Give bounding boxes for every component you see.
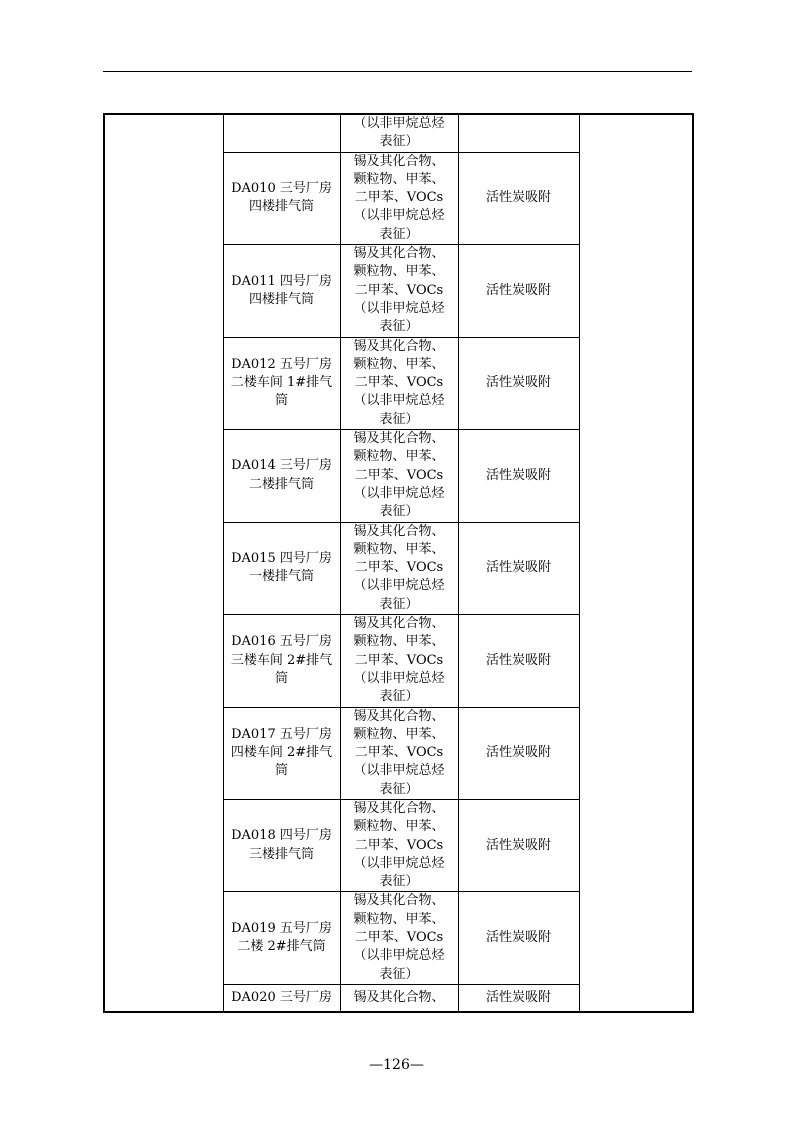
- emission-table: [103, 113, 694, 1013]
- pollutant-cell: [340, 707, 458, 799]
- pollutant-line: 二甲苯、VOCs: [354, 837, 444, 853]
- header-rule: [103, 71, 692, 72]
- pollutant-line: （以非甲烷总烃: [353, 208, 445, 224]
- pollutant-line: 锡及其化合物、: [353, 523, 445, 539]
- pollutant-cell: [340, 984, 458, 1012]
- pollutant-line: 表征）: [379, 319, 419, 335]
- treatment-measure-text: 活性炭吸附: [485, 990, 551, 1006]
- pollutant-line: 表征）: [379, 596, 419, 612]
- treatment-measure-text: 活性炭吸附: [485, 745, 551, 761]
- pollutant-line: 表征）: [379, 689, 419, 705]
- treatment-measure-cell: [458, 522, 579, 614]
- emission-source-line: 四楼排气筒: [248, 199, 314, 215]
- pollutant-line: 表征）: [379, 781, 419, 797]
- pollutant-line: 表征）: [379, 226, 419, 242]
- pollutant-line: 二甲苯、VOCs: [354, 930, 444, 946]
- emission-source-line: DA012 五号厂房: [231, 356, 332, 372]
- emission-source-line: DA015 四号厂房: [231, 550, 332, 566]
- pollutant-line: 颗粒物、甲苯、: [353, 634, 445, 650]
- emission-source-cell: [223, 245, 340, 337]
- pollutant-line: 二甲苯、VOCs: [354, 467, 444, 483]
- treatment-measure-cell: [458, 337, 579, 429]
- emission-source-cell: [223, 615, 340, 707]
- emission-source-line: 四楼车间 2#排气: [230, 745, 333, 761]
- emission-source-line: 筒: [274, 670, 288, 686]
- pollutant-cell: [340, 152, 458, 244]
- pollutant-line: 颗粒物、甲苯、: [353, 264, 445, 280]
- pollutant-line: 锡及其化合物、: [353, 153, 445, 169]
- pollutant-line: 二甲苯、VOCs: [354, 745, 444, 761]
- pollutant-line: （以非甲烷总烃: [353, 393, 445, 409]
- treatment-measure-cell: [458, 245, 579, 337]
- emission-source-line: DA011 四号厂房: [231, 273, 332, 289]
- pollutant-line: （以非甲烷总烃: [353, 855, 445, 871]
- pollutant-line: 表征）: [379, 504, 419, 520]
- pollutant-line: 颗粒物、甲苯、: [353, 171, 445, 187]
- emission-source-line: 二楼排气筒: [248, 476, 314, 492]
- pollutant-line: 颗粒物、甲苯、: [353, 356, 445, 372]
- pollutant-line: 锡及其化合物、: [353, 338, 445, 354]
- pollutant-line: 锡及其化合物、: [353, 800, 445, 816]
- treatment-measure-text: 活性炭吸附: [485, 375, 551, 391]
- treatment-measure-cell: [458, 984, 579, 1012]
- pollutant-cell: [340, 522, 458, 614]
- merged-category-cell: [104, 114, 223, 1012]
- pollutant-cell: [340, 892, 458, 984]
- pollutant-cell: [340, 615, 458, 707]
- emission-source-line: DA019 五号厂房: [231, 920, 332, 936]
- pollutant-line: 锡及其化合物、: [353, 708, 445, 724]
- treatment-measure-text: 活性炭吸附: [485, 652, 551, 668]
- emission-source-cell: [223, 707, 340, 799]
- emission-source-line: 筒: [274, 393, 288, 409]
- pollutant-line: （以非甲烷总烃: [353, 116, 445, 131]
- treatment-measure-cell: [458, 615, 579, 707]
- pollutant-line: 表征）: [379, 411, 419, 427]
- pollutant-cell: [340, 245, 458, 337]
- emission-source-line: DA018 四号厂房: [231, 828, 332, 844]
- treatment-measure-cell: [458, 430, 579, 522]
- pollutant-line: （以非甲烷总烃: [353, 578, 445, 594]
- pollutant-cell: [340, 114, 458, 152]
- emission-source-cell: [223, 152, 340, 244]
- pollutant-line: （以非甲烷总烃: [353, 670, 445, 686]
- emission-source-line: 四楼排气筒: [248, 291, 314, 307]
- page-number: —126—: [369, 1057, 424, 1073]
- pollutant-cell: [340, 799, 458, 891]
- emission-source-cell: [223, 114, 340, 152]
- emission-source-cell: [223, 337, 340, 429]
- pollutant-line: （以非甲烷总烃: [353, 948, 445, 964]
- merged-remarks-cell: [579, 114, 693, 1012]
- pollutant-line: 表征）: [379, 134, 419, 150]
- pollutant-line: （以非甲烷总烃: [353, 485, 445, 501]
- treatment-measure-text: 活性炭吸附: [485, 930, 551, 946]
- emission-source-line: 二楼车间 1#排气: [230, 375, 333, 391]
- pollutant-line: 颗粒物、甲苯、: [353, 449, 445, 465]
- treatment-measure-text: 活性炭吸附: [485, 837, 551, 853]
- treatment-measure-text: 活性炭吸附: [485, 560, 551, 576]
- treatment-measure-cell: [458, 892, 579, 984]
- table-row: [104, 114, 693, 152]
- emission-source-line: DA020 三号厂房: [231, 990, 332, 1006]
- pollutant-line: 表征）: [379, 874, 419, 890]
- emission-source-cell: [223, 799, 340, 891]
- pollutant-cell: [340, 430, 458, 522]
- pollutant-line: 二甲苯、VOCs: [354, 560, 444, 576]
- treatment-measure-text: 活性炭吸附: [485, 190, 551, 206]
- emission-source-line: 三楼排气筒: [248, 846, 314, 862]
- treatment-measure-cell: [458, 707, 579, 799]
- pollutant-line: 二甲苯、VOCs: [354, 282, 444, 298]
- treatment-measure-text: 活性炭吸附: [485, 467, 551, 483]
- emission-source-cell: [223, 892, 340, 984]
- pollutant-line: 锡及其化合物、: [353, 431, 445, 447]
- emission-source-cell: [223, 522, 340, 614]
- treatment-measure-text: 活性炭吸附: [485, 282, 551, 298]
- pollutant-line: 颗粒物、甲苯、: [353, 911, 445, 927]
- pollutant-line: 表征）: [379, 966, 419, 982]
- pollutant-cell: [340, 337, 458, 429]
- pollutant-line: 颗粒物、甲苯、: [353, 541, 445, 557]
- pollutant-line: 颗粒物、甲苯、: [353, 819, 445, 835]
- pollutant-line: 颗粒物、甲苯、: [353, 726, 445, 742]
- emission-source-line: DA010 三号厂房: [231, 181, 332, 197]
- emission-source-line: DA017 五号厂房: [231, 726, 332, 742]
- pollutant-line: （以非甲烷总烃: [353, 763, 445, 779]
- emission-source-line: 二楼 2#排气筒: [237, 939, 326, 955]
- pollutant-line: 二甲苯、VOCs: [354, 190, 444, 206]
- emission-source-line: DA016 五号厂房: [231, 634, 332, 650]
- pollutant-line: 二甲苯、VOCs: [354, 375, 444, 391]
- pollutant-line: 锡及其化合物、: [353, 893, 445, 909]
- pollutant-line: 二甲苯、VOCs: [354, 652, 444, 668]
- pollutant-line: （以非甲烷总烃: [353, 300, 445, 316]
- emission-source-line: 筒: [274, 763, 288, 779]
- pollutant-line: 锡及其化合物、: [353, 616, 445, 632]
- emission-source-line: DA014 三号厂房: [231, 458, 332, 474]
- emission-source-line: 三楼车间 2#排气: [230, 652, 333, 668]
- treatment-measure-cell: [458, 152, 579, 244]
- treatment-measure-cell: [458, 114, 579, 152]
- pollutant-line: 锡及其化合物、: [353, 246, 445, 262]
- pollutant-line: 锡及其化合物、: [353, 990, 445, 1006]
- emission-source-cell: [223, 984, 340, 1012]
- emission-source-line: 一楼排气筒: [248, 569, 314, 585]
- treatment-measure-cell: [458, 799, 579, 891]
- emission-source-cell: [223, 430, 340, 522]
